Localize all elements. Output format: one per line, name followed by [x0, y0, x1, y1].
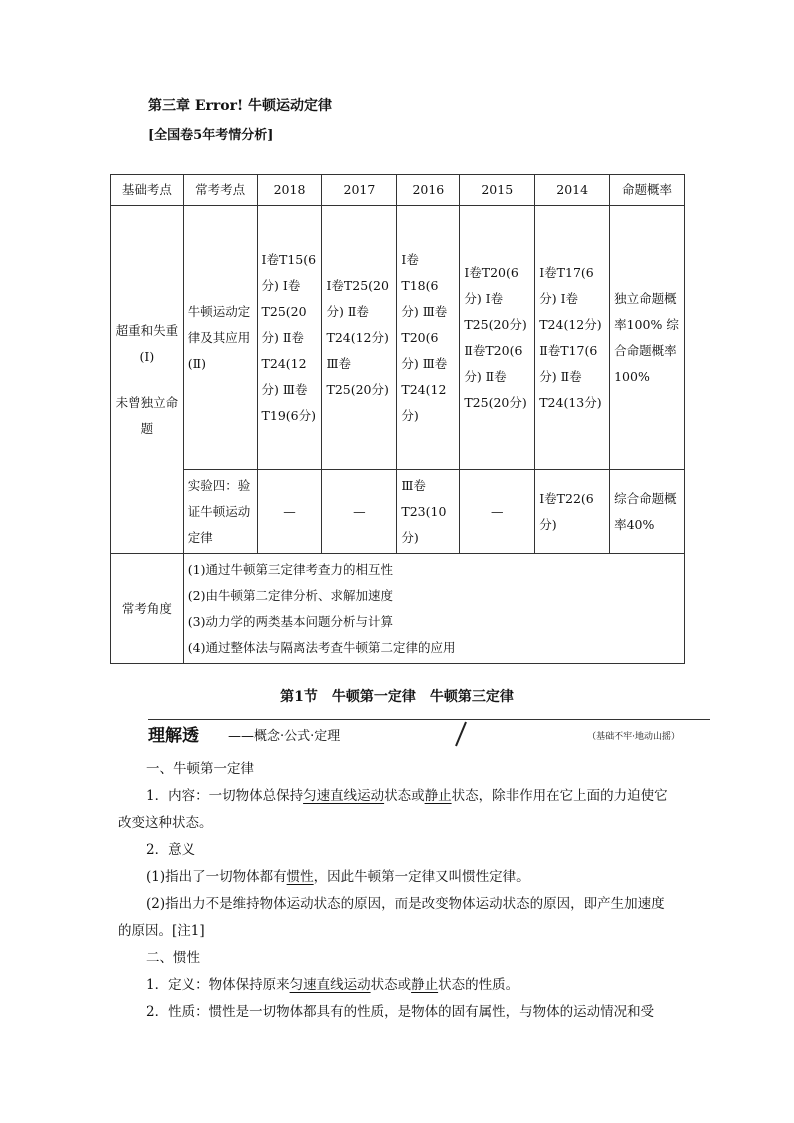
section-title: 第1节 牛顿第一定律 牛顿第三定律 — [280, 689, 514, 705]
probability-cell: 综合命题概率40% — [610, 470, 685, 554]
underlined-term: 匀速直线运动 — [289, 977, 371, 993]
paragraph-definition — [118, 972, 678, 999]
banner-slash-icon — [454, 721, 468, 747]
banner-subtitle: ——概念·公式·定理 — [228, 729, 341, 744]
header-cell: 常考考点 — [183, 175, 257, 206]
basic-point-2: 未曾独立命题 — [115, 394, 179, 436]
exam-analysis-table — [110, 174, 685, 664]
header-cell: 2018 — [257, 175, 322, 206]
cell-2014: Ⅰ卷T17(6分) Ⅰ卷T24(12分) Ⅱ卷T17(6分) Ⅱ卷T24(13分) — [535, 206, 610, 470]
header-cell: 2014 — [535, 175, 610, 206]
cell-2018: — — [257, 470, 322, 554]
text: 状态或 — [370, 977, 412, 993]
analysis-title: [全国卷5年考情分析] — [148, 128, 274, 143]
text: 状态，除非作用在它上面的力迫使它改变这种状态。 — [118, 788, 668, 831]
underlined-term: 静止 — [411, 977, 439, 993]
cell-2014: Ⅰ卷T22(6分) — [535, 470, 610, 554]
table-header-row — [111, 175, 685, 206]
angle-item: (2)由牛顿第二定律分析、求解加速度 — [187, 587, 393, 603]
cell-2016: Ⅲ卷T23(10分) — [397, 470, 460, 554]
text: 1．定义：物体保持原来 — [146, 977, 290, 993]
probability-cell: 独立命题概率100% 综合命题概率100% — [610, 206, 685, 470]
cell-2015: Ⅰ卷T20(6分) Ⅰ卷T25(20分) Ⅱ卷T20(6分) Ⅱ卷T25(20分) — [460, 206, 535, 470]
label: 1．内容： — [146, 788, 209, 804]
cell-2017: Ⅰ卷T25(20分) Ⅱ卷T24(12分) Ⅲ卷T25(20分) — [322, 206, 397, 470]
header-cell: 2015 — [460, 175, 535, 206]
table-row — [111, 206, 685, 470]
cell-2015: — — [460, 470, 535, 554]
underlined-term: 匀速直线运动 — [303, 788, 385, 804]
chapter-title: 第三章 Error! 牛顿运动定律 — [148, 98, 333, 114]
header-cell: 命题概率 — [610, 175, 685, 206]
body-content — [118, 756, 678, 1026]
paragraph-meaning: 2．意义 — [146, 842, 196, 858]
paragraph-property: 2．性质：惯性是一切物体都具有的性质，是物体的固有属性，与物体的运动情况和受 — [146, 1004, 655, 1020]
header-cell: 基础考点 — [111, 175, 184, 206]
text: 状态或 — [384, 788, 425, 804]
heading-newton-first: 一、牛顿第一定律 — [146, 761, 254, 777]
text: ，因此牛顿第一定律又叫惯性定律。 — [313, 869, 530, 885]
cell-2018: Ⅰ卷T15(6分) Ⅰ卷T25(20分) Ⅱ卷T24(12分) Ⅲ卷T19(6分) — [257, 206, 322, 470]
basic-point-1: 超重和失重(Ⅰ) — [115, 322, 179, 364]
header-cell: 2017 — [322, 175, 397, 206]
angle-item: (3)动力学的两类基本问题分析与计算 — [187, 613, 393, 629]
table-row — [111, 554, 685, 664]
paragraph-content — [118, 783, 678, 837]
text: (1)指出了一切物体都有 — [146, 869, 287, 885]
underlined-term: 静止 — [424, 788, 452, 804]
cell-2017: — — [322, 470, 397, 554]
paragraph-meaning-2: (2)指出力不是维持物体运动状态的原因，而是改变物体运动状态的原因，即产生加速度的原因。[注1] — [118, 896, 665, 939]
angles-cell — [183, 554, 684, 664]
underlined-term: 惯性 — [286, 869, 314, 885]
common-point-cell: 实验四：验证牛顿运动定律 — [183, 470, 257, 554]
angle-item: (4)通过整体法与隔离法考查牛顿第二定律的应用 — [187, 639, 456, 655]
banner-divider — [148, 719, 710, 720]
banner-note: （基础不牢·地动山摇） — [587, 732, 680, 742]
paragraph-meaning-1 — [118, 864, 678, 891]
section-banner — [148, 719, 710, 747]
basic-point-cell — [111, 206, 184, 554]
common-point-cell: 牛顿运动定律及其应用(Ⅱ) — [183, 206, 257, 470]
angle-item: (1)通过牛顿第三定律考查力的相互性 — [187, 561, 393, 577]
heading-inertia: 二、惯性 — [146, 950, 200, 966]
cell-2016: Ⅰ卷T18(6分) Ⅲ卷T20(6分) Ⅲ卷T24(12分) — [397, 206, 460, 470]
text: 一切物体总保持 — [208, 788, 304, 804]
banner-title: 理解透 — [148, 726, 199, 746]
angles-label-cell: 常考角度 — [111, 554, 184, 664]
table-row — [111, 470, 685, 554]
text: 状态的性质。 — [438, 977, 520, 993]
header-cell: 2016 — [397, 175, 460, 206]
